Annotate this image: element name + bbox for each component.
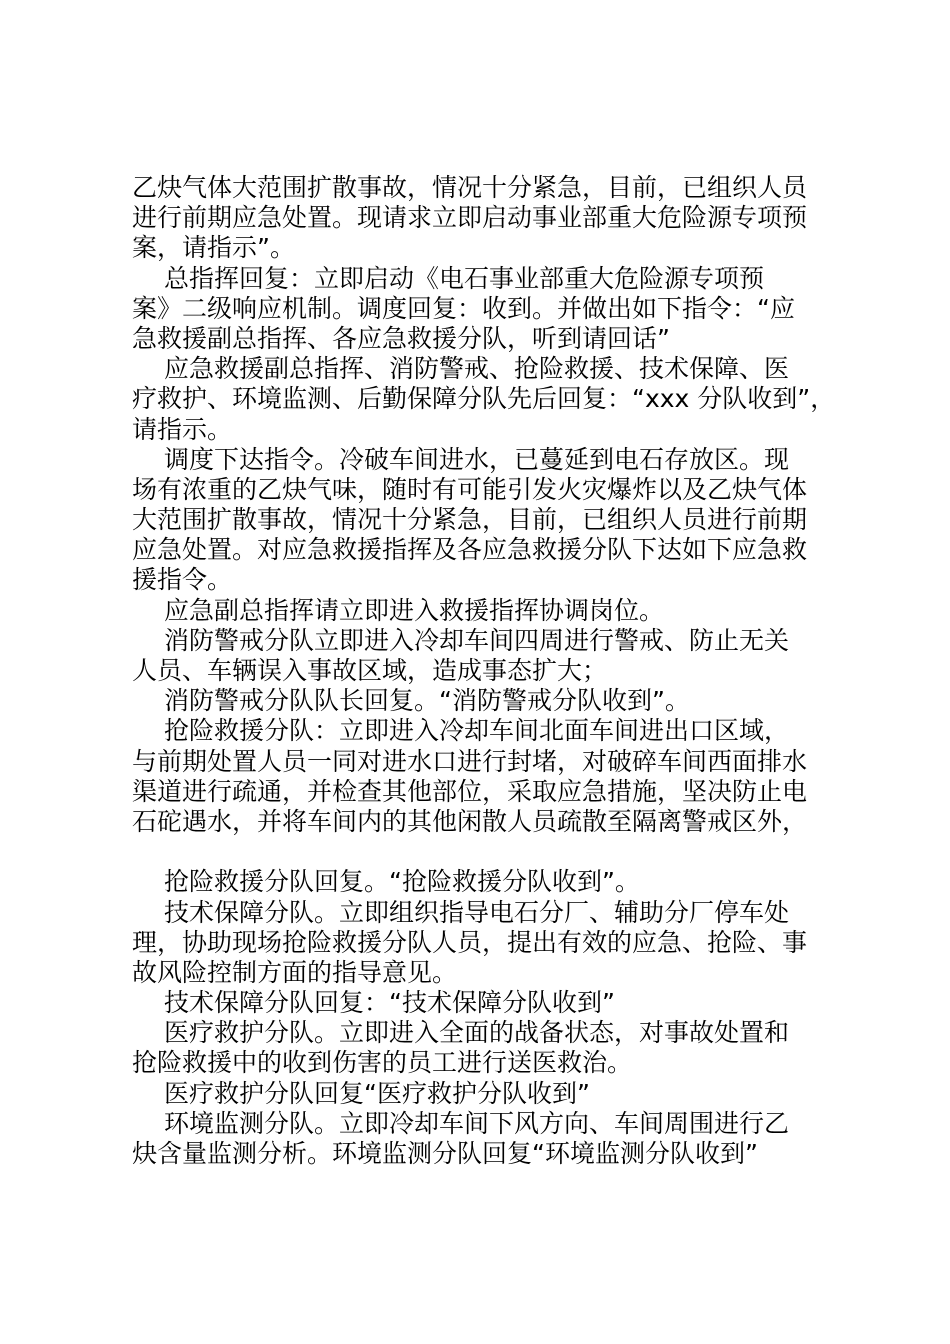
text-line: 与前期处置人员一同对进水口进行封堵，对破碎车间西面排水 [132, 746, 808, 776]
text-line: 应急救援副总指挥、消防警戒、抢险救援、技术保障、医 [164, 354, 790, 384]
text-line: 石砣遇水，并将车间内的其他闲散人员疏散至隔离警戒区外， [132, 806, 808, 836]
text-line: 抢险救援分队回复。“抢险救援分队收到”。 [164, 867, 640, 897]
text-line: 抢险救援中的收到伤害的员工进行送医救治。 [132, 1048, 633, 1078]
text-line: 抢险救援分队：立即进入冷却车间北面车间进出口区域， [164, 716, 790, 746]
text-line: 理，协助现场抢险救援分队人员，提出有效的应急、抢险、事 [132, 927, 808, 957]
text-line: 总指挥回复：立即启动《电石事业部重大危险源专项预 [164, 263, 765, 293]
text-line: 医疗救护分队回复“医疗救护分队收到” [164, 1078, 590, 1108]
text-line: 调度下达指令。冷破车间进水，已蔓延到电石存放区。现 [164, 444, 790, 474]
text-line: 场有浓重的乙炔气味，随时有可能引发火灾爆炸以及乙炔气体 [132, 474, 808, 504]
text-line: 援指令。 [132, 565, 233, 595]
text-line: 大范围扩散事故，情况十分紧急，目前，已组织人员进行前期 [132, 505, 808, 535]
text-line: 消防警戒分队队长回复。“消防警戒分队收到”。 [164, 686, 690, 716]
text-line: 案》二级响应机制。调度回复：收到。并做出如下指令：“应 [132, 293, 795, 323]
text-line: 案，请指示”。 [132, 233, 295, 263]
text-line: 进行前期应急处置。现请求立即启动事业部重大危险源专项预 [132, 203, 808, 233]
text-line: 人员、车辆误入事故区域，造成事态扩大； [132, 656, 608, 685]
text-line: 请指示。 [132, 414, 233, 444]
text-line: 技术保障分队回复：“技术保障分队收到” [164, 988, 615, 1018]
body-text [132, 173, 836, 1169]
text-line: 故风险控制方面的指导意见。 [132, 957, 458, 987]
text-line: 渠道进行疏通，并检查其他部位，采取应急措施，坚决防止电 [132, 776, 808, 806]
text-line: 应急处置。对应急救援指挥及各应急救援分队下达如下应急救 [132, 535, 808, 565]
text-line: 环境监测分队。立即冷却车间下风方向、车间周围进行乙 [164, 1108, 790, 1138]
text-line: 炔含量监测分析。环境监测分队回复“环境监测分队收到” [132, 1139, 758, 1168]
blank-line [132, 837, 832, 867]
text-line: 急救援副总指挥、各应急救援分队，听到请回话” [132, 323, 670, 353]
text-line: 乙炔气体大范围扩散事故，情况十分紧急，目前，已组织人员 [132, 173, 808, 202]
text-line: 医疗救护分队。立即进入全面的战备状态，对事故处置和 [164, 1018, 790, 1048]
text-line: 应急副总指挥请立即进入救援指挥协调岗位。 [164, 595, 665, 625]
text-line: 技术保障分队。立即组织指导电石分厂、辅助分厂停车处 [164, 897, 790, 927]
text-line: 疗救护、环境监测、后勤保障分队先后回复：“xxx 分队收到”， [132, 384, 836, 414]
text-line: 消防警戒分队立即进入冷却车间四周进行警戒、防止无关 [164, 625, 790, 655]
